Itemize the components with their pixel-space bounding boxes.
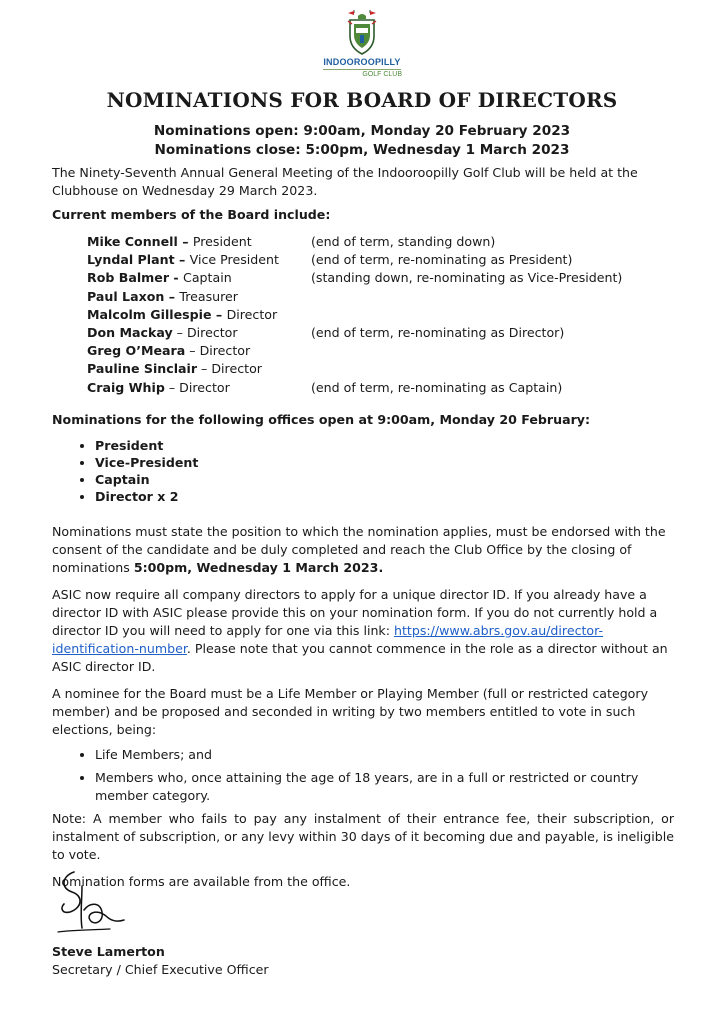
member-cell — [87, 233, 311, 251]
member-note: (end of term, re-nominating as Director) — [311, 324, 565, 340]
note-paragraph: Note: A member who fails to pay any instalment of their entrance fee, their subscription, or instalment of subscription, or any levy within 30 days of it becoming due and payable, is ineligible to vote. — [52, 810, 674, 862]
member-cell — [87, 288, 311, 306]
club-crest-icon — [345, 10, 379, 56]
member-cell — [87, 306, 311, 324]
member-cell — [87, 342, 311, 360]
member-role: Director — [186, 324, 238, 340]
member-role: Captain — [183, 270, 232, 286]
member-note — [311, 306, 622, 324]
board-member-row — [87, 233, 622, 251]
member-cell — [87, 360, 311, 378]
offices-list — [52, 437, 674, 505]
nominations-close: Nominations close: 5:00pm, Wednesday 1 March 2023 — [154, 142, 570, 158]
member-cell — [87, 269, 311, 287]
member-note — [311, 288, 622, 306]
office-item: • President — [95, 437, 674, 454]
signer-name: Steve Lamerton — [52, 944, 165, 959]
intro-paragraph: The Ninety-Seventh Annual General Meeting of the Indooroopilly Golf Club will be held at the Clubhouse on Wednesday 29 March 2023. — [52, 165, 638, 198]
nominee-paragraph: A nominee for the Board must be a Life Member or Playing Member (full or restricted category member) and be proposed and seconded in writing by two members entitled to vote in such elections, being: — [52, 685, 649, 737]
eligibility-list — [52, 746, 674, 805]
logo-divider — [323, 69, 401, 70]
nominations-open: Nominations open: 9:00am, Monday 20 February 2023 — [153, 123, 571, 139]
member-name: Paul Laxon — [87, 288, 165, 304]
office-item: • Captain — [95, 471, 674, 488]
member-note — [311, 342, 622, 360]
member-separator: - — [169, 270, 184, 286]
nomination-dates — [0, 122, 724, 160]
member-note: (end of term, re-nominating as President) — [311, 252, 573, 268]
member-name: Greg O’Meara — [87, 343, 186, 359]
office-item: • Director x 2 — [95, 488, 674, 505]
board-member-row — [87, 324, 622, 342]
asic-text: ASIC now require all company directors to apply for a unique director ID. If you already have a director ID with ASIC please provide this on your nomination form. If you do not currently hold a director ID you will need to apply for one via this link: — [52, 586, 658, 638]
nominations-paragraph — [52, 523, 674, 577]
member-name: Craig Whip — [87, 379, 165, 395]
page-title: NOMINATIONS FOR BOARD OF DIRECTORS — [106, 88, 618, 112]
member-separator: – — [211, 306, 227, 322]
member-note: (end of term, standing down) — [311, 234, 496, 249]
member-separator: – — [185, 343, 200, 359]
member-note: (standing down, re-nominating as Vice-President) — [311, 270, 623, 286]
member-role: Treasurer — [179, 288, 238, 304]
member-name: Rob Balmer — [87, 270, 170, 286]
eligibility-item: • Life Members; and — [95, 746, 674, 764]
logo-subname: GOLF CLUB — [362, 71, 402, 78]
member-separator: – — [164, 379, 180, 395]
member-role: Director — [211, 361, 262, 377]
board-member-row — [87, 360, 622, 378]
office-item: • Vice-President — [95, 454, 674, 471]
offices-heading: Nominations for the following offices open at 9:00am, Monday 20 February: — [52, 411, 591, 427]
director-id-link[interactable]: https://www.abrs.gov.au/director-identification-number — [52, 622, 604, 656]
asic-paragraph — [52, 586, 674, 676]
board-member-row — [87, 306, 622, 324]
member-cell — [87, 251, 311, 269]
asic-text-after: . Please note that you cannot commence in the role as a director without an ASIC director ID. — [52, 640, 668, 674]
signer-title: Secretary / Chief Executive Officer — [52, 962, 269, 977]
member-role: Director — [199, 343, 251, 359]
signature-block — [52, 943, 269, 979]
board-member-row — [87, 251, 622, 269]
board-heading: Current members of the Board include: — [52, 207, 331, 222]
board-member-row — [87, 288, 622, 306]
member-name: Malcolm Gillespie — [87, 306, 212, 322]
member-name: Mike Connell — [87, 234, 178, 249]
handwritten-signature — [52, 866, 142, 936]
board-member-row — [87, 269, 622, 287]
board-members-table — [87, 233, 622, 397]
member-name: Don Mackay — [87, 324, 173, 340]
signature-image — [52, 866, 142, 940]
member-separator: – — [172, 324, 187, 340]
member-cell — [87, 379, 311, 397]
board-member-row — [87, 342, 622, 360]
member-name: Pauline Sinclair — [87, 361, 198, 377]
eligibility-item: • Members who, once attaining the age of 18 years, are in a full or restricted or country member category. — [95, 769, 674, 805]
member-separator: – — [177, 234, 193, 249]
board-member-row — [87, 379, 622, 397]
member-note — [311, 360, 622, 378]
member-role: Vice President — [189, 252, 279, 268]
logo-name: INDOOROOPILLY — [323, 57, 401, 67]
document-body — [52, 164, 674, 891]
member-role: Director — [226, 306, 278, 322]
member-note: (end of term, re-nominating as Captain) — [311, 379, 563, 395]
nominations-deadline: 5:00pm, Wednesday 1 March 2023. — [133, 559, 384, 575]
member-role: Director — [179, 379, 230, 395]
member-separator: – — [197, 361, 212, 377]
nominations-text: Nominations must state the position to which the nomination applies, must be endorsed with the consent of the candidate and be duly completed and reach the Club Office by the closing of nominations — [52, 523, 666, 575]
forms-paragraph: Nomination forms are available from the office. — [52, 873, 351, 889]
member-separator: – — [174, 252, 190, 268]
member-separator: – — [164, 288, 180, 304]
member-cell — [87, 324, 311, 342]
member-role: President — [192, 234, 252, 249]
member-name: Lyndal Plant — [87, 252, 175, 268]
club-logo — [319, 10, 405, 78]
